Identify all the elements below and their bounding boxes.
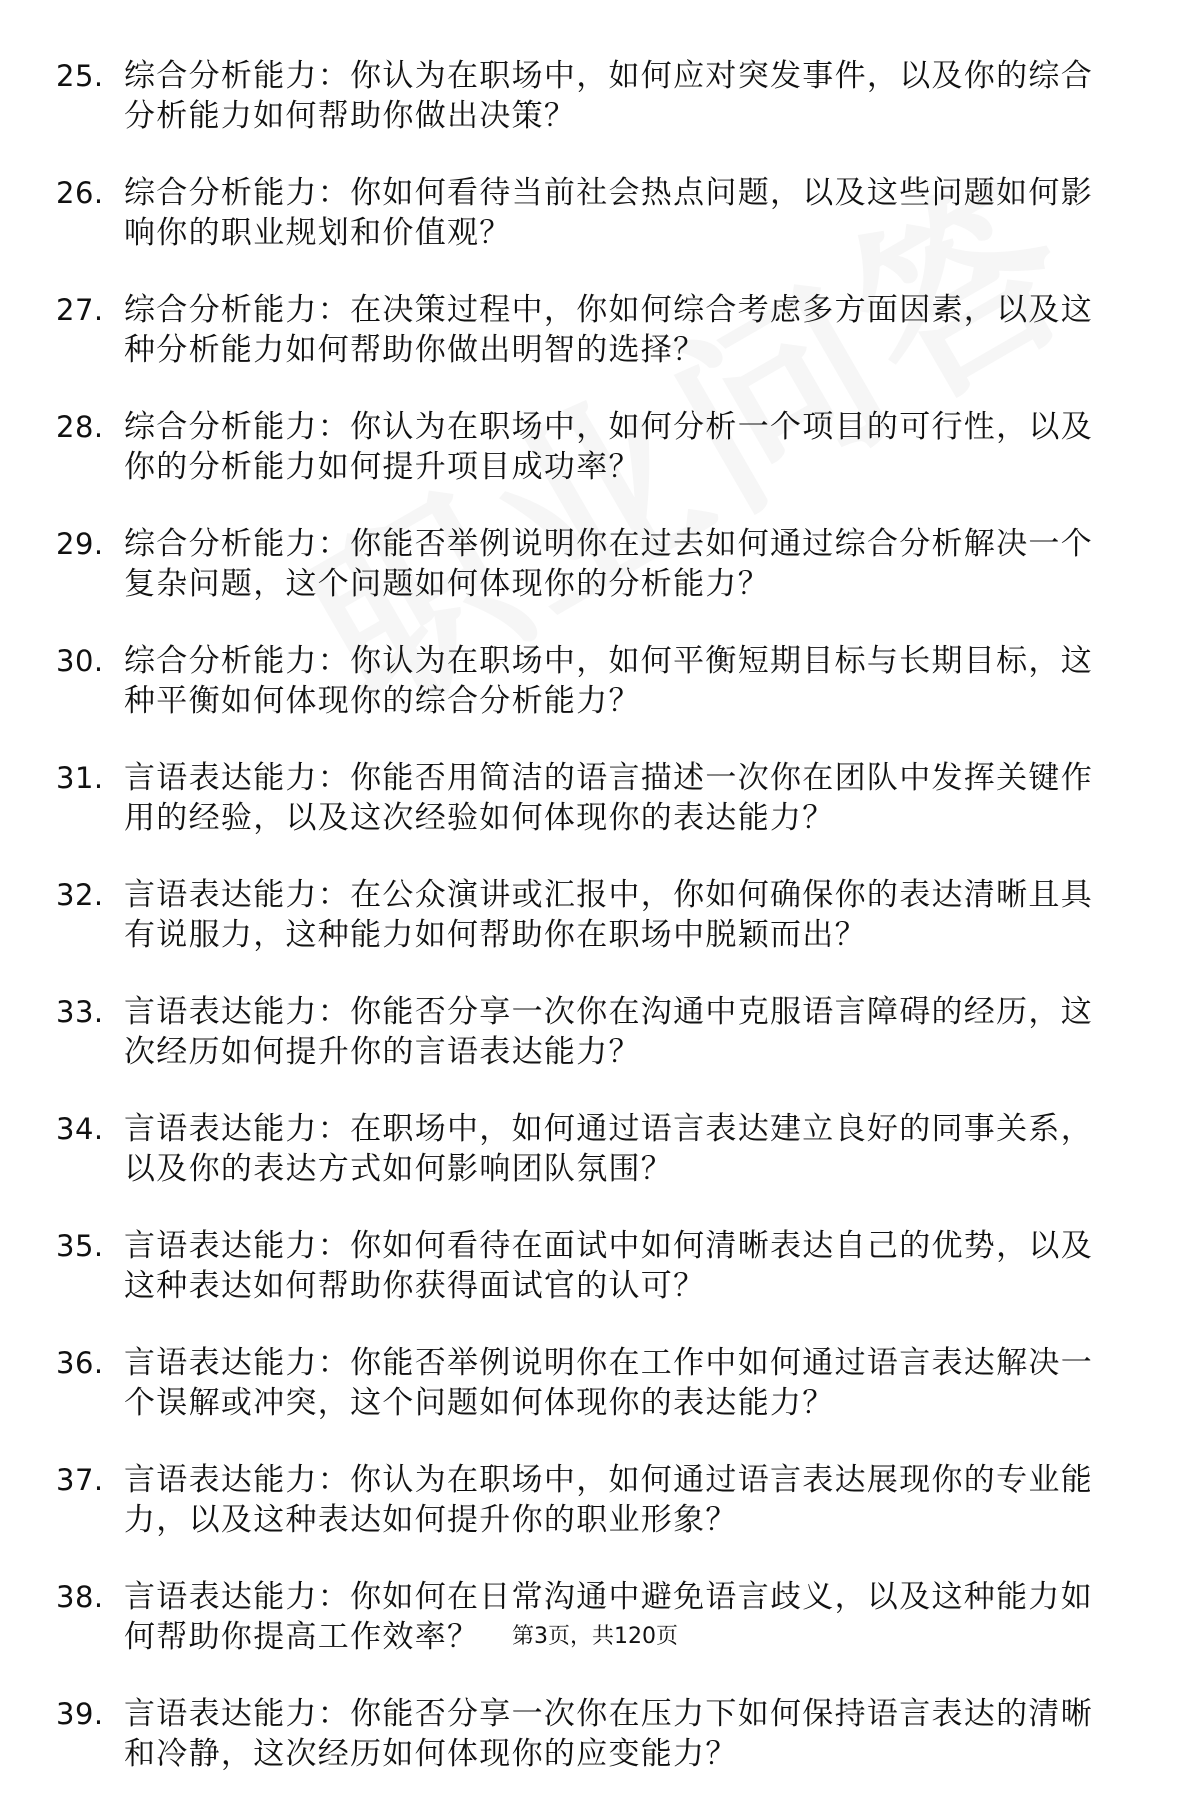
list-item [56, 1109, 1116, 1226]
question-number: 31. [56, 761, 104, 795]
list-item [56, 758, 1116, 875]
list-item [56, 875, 1116, 992]
list-item [56, 641, 1116, 758]
list-item [56, 173, 1116, 290]
question-text: 言语表达能力：你能否用简洁的语言描述一次你在团队中发挥关键作用的经验，以及这次经验如何体现你的表达能力？ [124, 760, 1093, 836]
list-item [56, 407, 1116, 524]
question-number: 29. [56, 527, 104, 561]
question-number: 34. [56, 1112, 104, 1146]
question-text: 言语表达能力：你如何看待在面试中如何清晰表达自己的优势，以及这种表达如何帮助你获得面试官的认可？ [124, 1228, 1093, 1304]
question-text: 综合分析能力：你认为在职场中，如何分析一个项目的可行性，以及你的分析能力如何提升项目成功率？ [124, 409, 1093, 485]
question-text: 言语表达能力：在公众演讲或汇报中，你如何确保你的表达清晰且具有说服力，这种能力如何帮助你在职场中脱颖而出？ [124, 877, 1093, 953]
question-number: 37. [56, 1463, 104, 1497]
question-number: 36. [56, 1346, 104, 1380]
question-text: 综合分析能力：你如何看待当前社会热点问题，以及这些问题如何影响你的职业规划和价值观？ [124, 175, 1093, 251]
list-item [56, 1694, 1116, 1811]
list-item [56, 992, 1116, 1109]
question-text: 言语表达能力：你能否举例说明你在工作中如何通过语言表达解决一个误解或冲突，这个问题如何体现你的表达能力？ [124, 1345, 1093, 1421]
question-number: 39. [56, 1697, 104, 1731]
question-number: 32. [56, 878, 104, 912]
list-item [56, 1226, 1116, 1343]
question-text: 综合分析能力：在决策过程中，你如何综合考虑多方面因素，以及这种分析能力如何帮助你做出明智的选择？ [124, 292, 1093, 368]
list-item [56, 1343, 1116, 1460]
question-text: 言语表达能力：你能否分享一次你在压力下如何保持语言表达的清晰和冷静，这次经历如何体现你的应变能力？ [124, 1696, 1093, 1772]
question-text: 综合分析能力：你认为在职场中，如何应对突发事件，以及你的综合分析能力如何帮助你做出决策？ [124, 58, 1093, 134]
question-number: 25. [56, 59, 104, 93]
list-item [56, 524, 1116, 641]
list-item [56, 1460, 1116, 1577]
question-text: 综合分析能力：你认为在职场中，如何平衡短期目标与长期目标，这种平衡如何体现你的综合分析能力？ [124, 643, 1093, 719]
question-number: 30. [56, 644, 104, 678]
question-text: 言语表达能力：你认为在职场中，如何通过语言表达展现你的专业能力，以及这种表达如何提升你的职业形象？ [124, 1462, 1093, 1538]
question-text: 言语表达能力：你能否分享一次你在沟通中克服语言障碍的经历，这次经历如何提升你的言语表达能力？ [124, 994, 1093, 1070]
question-text: 言语表达能力：在职场中，如何通过语言表达建立良好的同事关系，以及你的表达方式如何影响团队氛围？ [124, 1111, 1093, 1187]
list-item [56, 56, 1116, 173]
question-text: 言语表达能力：你如何在日常沟通中避免语言歧义，以及这种能力如何帮助你提高工作效率？ [124, 1579, 1093, 1655]
question-number: 26. [56, 176, 104, 210]
question-list [56, 56, 1116, 1811]
question-number: 35. [56, 1229, 104, 1263]
question-number: 28. [56, 410, 104, 444]
question-text: 综合分析能力：你能否举例说明你在过去如何通过综合分析解决一个复杂问题，这个问题如何体现你的分析能力？ [124, 526, 1093, 602]
page-footer: 第3页，共120页 [512, 1624, 678, 1649]
list-item [56, 290, 1116, 407]
question-number: 33. [56, 995, 104, 1029]
question-number: 38. [56, 1580, 104, 1614]
question-number: 27. [56, 293, 104, 327]
